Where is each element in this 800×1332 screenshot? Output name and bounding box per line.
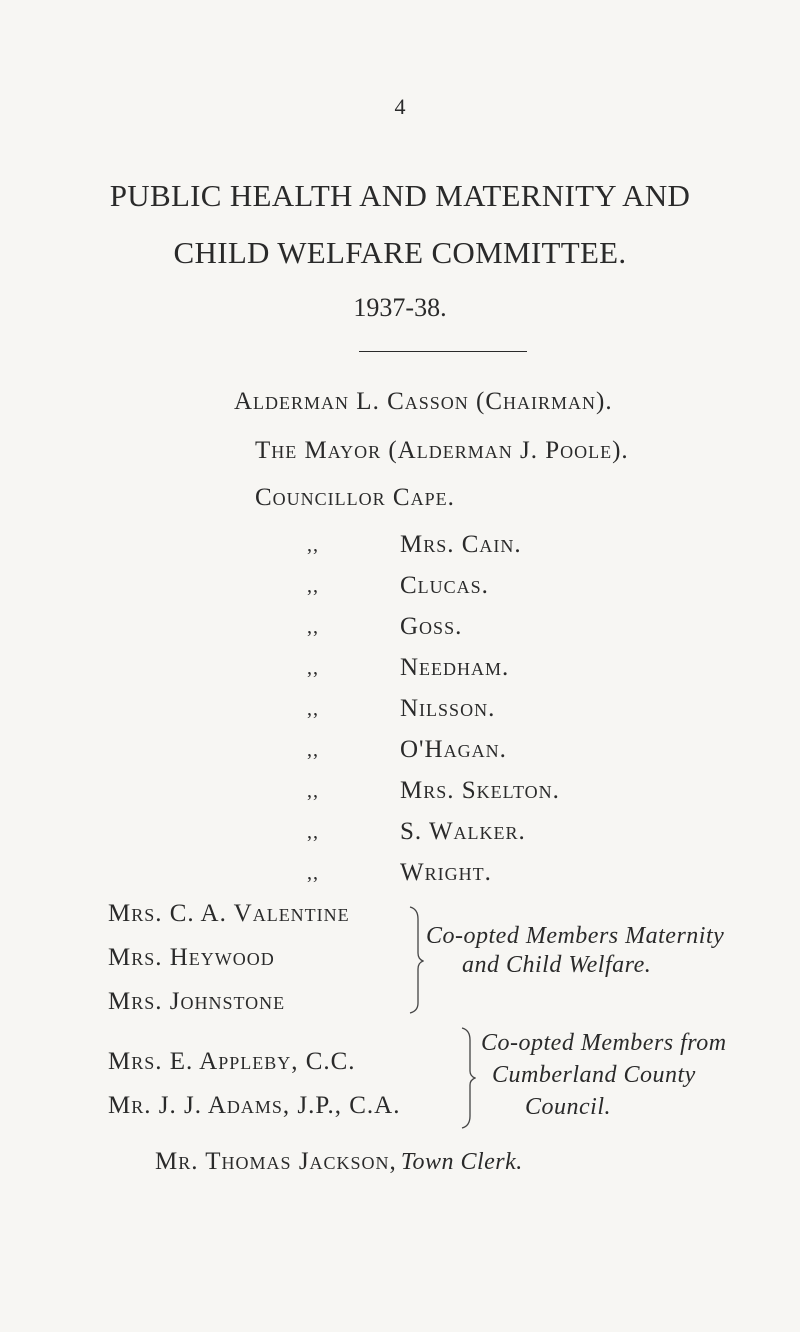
councillor-name: Wright. <box>400 859 492 886</box>
ditto-mark: ,, <box>307 616 319 638</box>
county-note-line-1: Co-opted Members from <box>481 1030 727 1056</box>
divider-rule <box>359 351 527 352</box>
councillor-name: Clucas. <box>400 572 489 599</box>
county-note-line-2: Cumberland County <box>492 1062 696 1088</box>
maternity-coopted-member: Mrs. Heywood <box>108 944 275 971</box>
county-coopted-member: Mr. J. J. Adams, J.P., C.A. <box>108 1092 401 1119</box>
maternity-note-line-2: and Child Welfare. <box>462 952 652 978</box>
ditto-mark: ,, <box>307 534 319 556</box>
councillor-name: O'Hagan. <box>400 736 507 763</box>
maternity-brace <box>408 905 424 1015</box>
ditto-mark: ,, <box>307 780 319 802</box>
committee-title-line-1: PUBLIC HEALTH AND MATERNITY AND <box>109 178 691 213</box>
councillor-name: Mrs. Skelton. <box>400 777 560 804</box>
town-clerk-line <box>155 1148 523 1176</box>
town-clerk-name: Mr. Thomas Jackson, <box>155 1148 397 1175</box>
maternity-note-line-1: Co-opted Members Maternity <box>426 923 725 949</box>
member-chairman: Alderman L. Casson (Chairman). <box>234 388 613 415</box>
ditto-mark: ,, <box>307 821 319 843</box>
councillor-name: Mrs. Cain. <box>400 531 522 558</box>
ditto-mark: ,, <box>307 739 319 761</box>
ditto-mark: ,, <box>307 575 319 597</box>
page-number: 4 <box>394 94 406 119</box>
ditto-mark: ,, <box>307 862 319 884</box>
committee-year: 1937-38. <box>353 293 447 322</box>
councillor-name: S. Walker. <box>400 818 526 845</box>
town-clerk-title: Town Clerk. <box>400 1149 523 1175</box>
committee-title-line-2: CHILD WELFARE COMMITTEE. <box>173 235 627 270</box>
maternity-coopted-member: Mrs. C. A. Valentine <box>108 900 350 927</box>
county-brace <box>460 1026 476 1130</box>
councillor-name: Goss. <box>400 613 463 640</box>
ditto-mark: ,, <box>307 657 319 679</box>
councillor-name: Nilsson. <box>400 695 496 722</box>
county-coopted-member: Mrs. E. Appleby, C.C. <box>108 1048 356 1075</box>
ditto-mark: ,, <box>307 698 319 720</box>
maternity-coopted-member: Mrs. Johnstone <box>108 988 286 1015</box>
member-councillor-cape: Councillor Cape. <box>255 484 455 511</box>
county-note-line-3: Council. <box>525 1094 611 1120</box>
member-mayor: The Mayor (Alderman J. Poole). <box>255 437 629 464</box>
councillor-name: Needham. <box>400 654 510 681</box>
